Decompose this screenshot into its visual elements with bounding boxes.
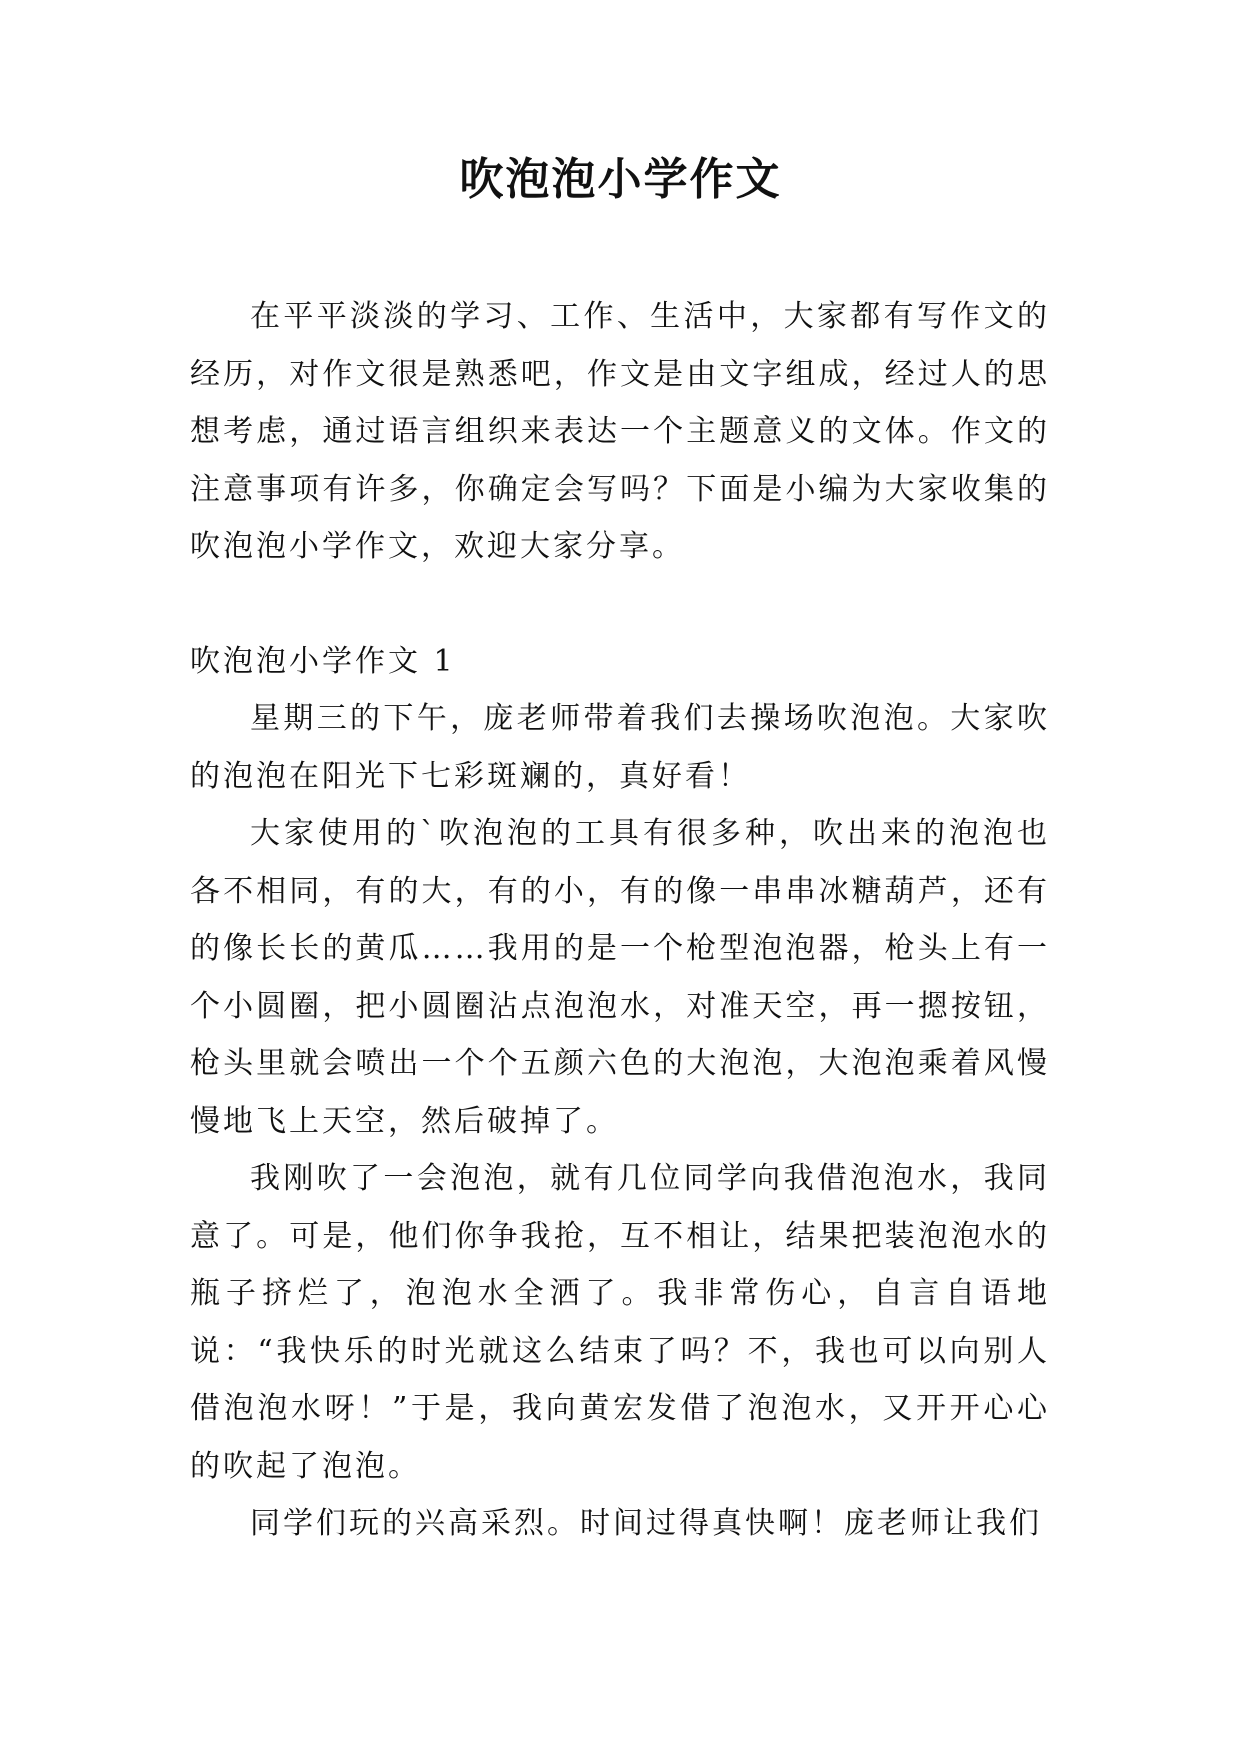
document-body bbox=[190, 288, 1050, 1553]
section-heading: 吹泡泡小学作文 1 bbox=[190, 643, 456, 679]
body-paragraph-1: 星期三的下午，庞老师带着我们去操场吹泡泡。大家吹的泡泡在阳光下七彩斑斓的，真好看！ bbox=[190, 701, 1050, 794]
intro-paragraph: 在平平淡淡的学习、工作、生活中，大家都有写作文的经历，对作文很是熟悉吧，作文是由文字组成，经过人的思想考虑，通过语言组织来表达一个主题意义的文体。作文的注意事项有许多，你确定会写吗？下面是小编为大家收集的吹泡泡小学作文，欢迎大家分享。 bbox=[190, 299, 1050, 564]
body-paragraph-4: 同学们玩的兴高采烈。时间过得真快啊！庞老师让我们 bbox=[250, 1506, 1042, 1541]
document-title: 吹泡泡小学作文 bbox=[459, 154, 782, 205]
body-paragraph-3: 我刚吹了一会泡泡，就有几位同学向我借泡泡水，我同意了。可是，他们你争我抢，互不相让，结果把装泡泡水的瓶子挤烂了，泡泡水全洒了。我非常伤心，自言自语地说：“我快乐的时光就这么结束了吗？不，我也可以向别人借泡泡水呀！”于是，我向黄宏发借了泡泡水，又开开心心的吹起了泡泡。 bbox=[190, 1161, 1050, 1484]
paragraph-gap bbox=[190, 576, 1050, 633]
body-paragraph-2: 大家使用的`吹泡泡的工具有很多种，吹出来的泡泡也各不相同，有的大，有的小，有的像一串串冰糖葫芦，还有的像长长的黄瓜……我用的是一个枪型泡泡器，枪头上有一个小圆圈，把小圆圈沾点泡泡水，对准天空，再一摁按钮，枪头里就会喷出一个个五颜六色的大泡泡，大泡泡乘着风慢慢地飞上天空，然后破掉了。 bbox=[190, 816, 1050, 1139]
